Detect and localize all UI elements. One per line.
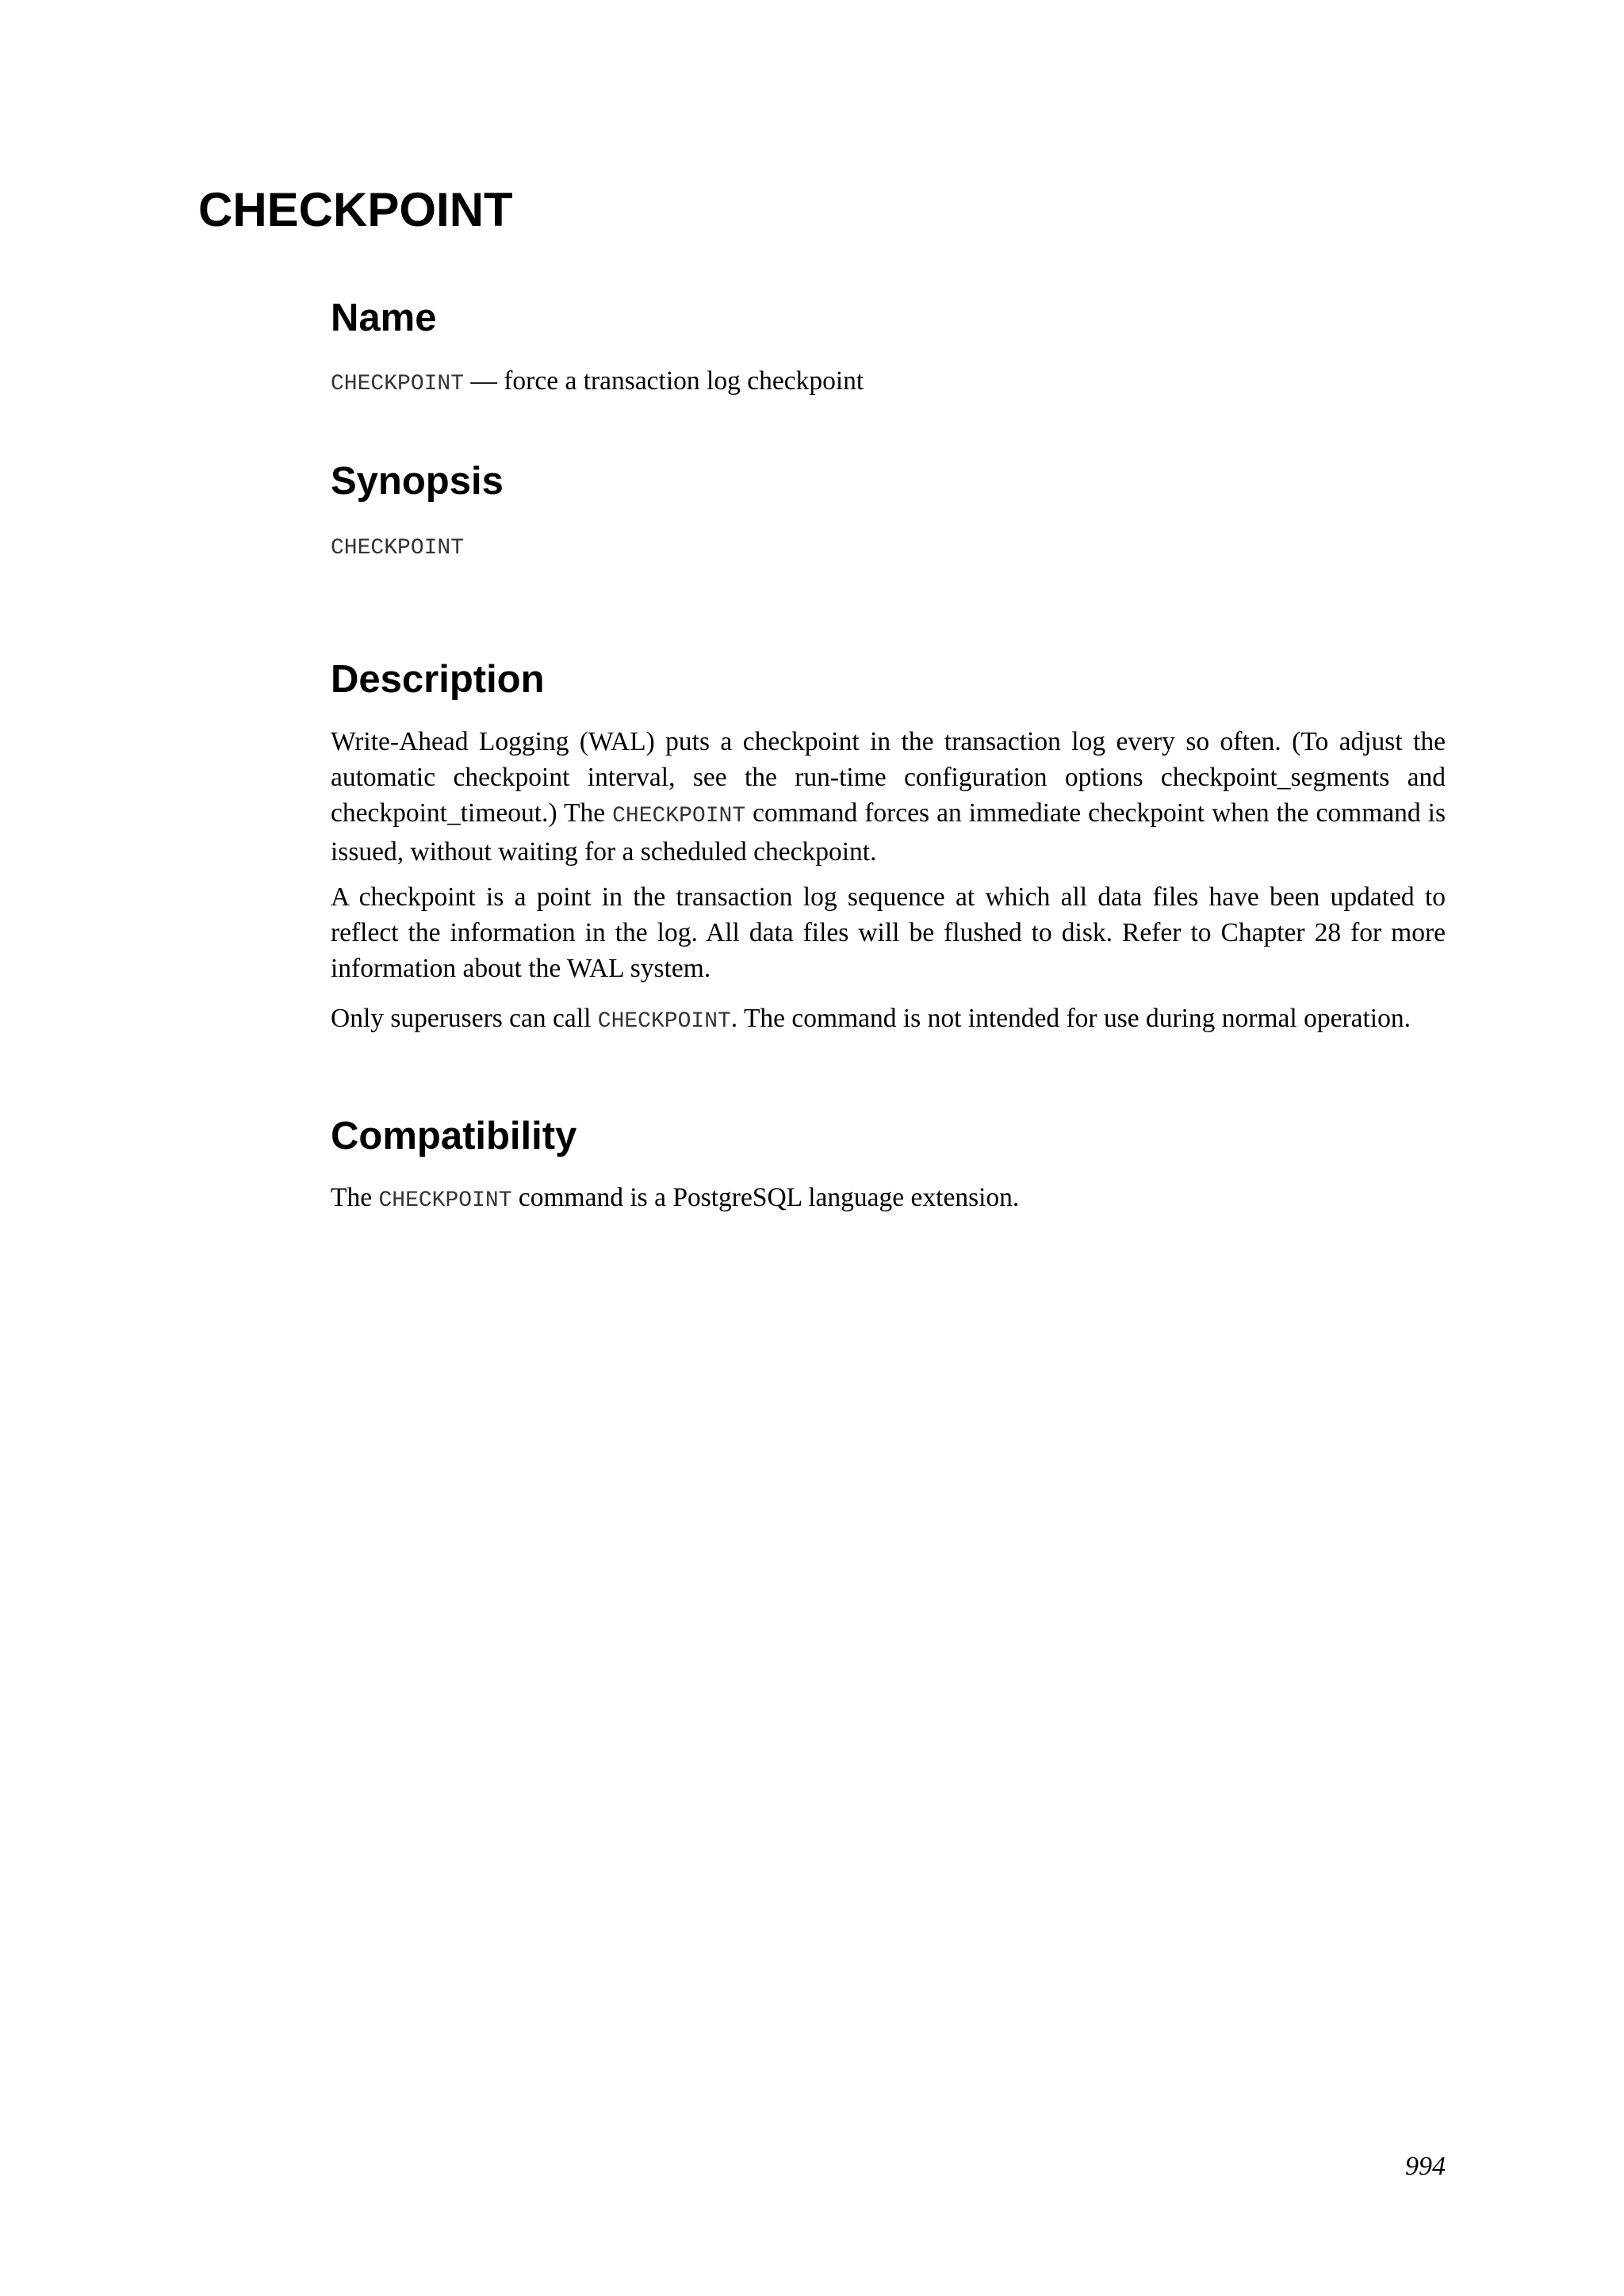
description-p3-code: CHECKPOINT (597, 1009, 731, 1034)
command-summary: — force a transaction log checkpoint (464, 366, 864, 396)
name-paragraph (331, 363, 1446, 402)
compatibility-code: CHECKPOINT (378, 1188, 512, 1213)
synopsis-heading: Synopsis (331, 460, 504, 503)
description-p1-text-a: Write-Ahead Logging (WAL) puts a checkpoint in the transaction log every so often. (To adjust the automatic checkpoint interval, see the run-time configuration options checkpoint_segments and checkpoint_timeout.) The (331, 727, 1446, 828)
description-p3-text-a: Only superusers can call (331, 1004, 598, 1033)
compatibility-text-a: The (331, 1183, 379, 1212)
command-name: CHECKPOINT (331, 372, 465, 396)
compatibility-heading: Compatibility (331, 1115, 577, 1158)
description-heading: Description (331, 658, 545, 701)
description-p1-text-b: command forces an immediate checkpoint when the command is issued, without waiting for a scheduled checkpoint. (331, 798, 1446, 867)
description-paragraph-1 (331, 724, 1446, 870)
description-paragraph-3 (331, 1001, 1446, 1039)
page-number: 994 (1405, 2152, 1446, 2181)
description-paragraph-2: A checkpoint is a point in the transaction log sequence at which all data files have been updated to reflect the information in the log. All data files will be flushed to disk. Refer to Chapter 28 for more information about the WAL system. (331, 882, 1446, 983)
synopsis-code: CHECKPOINT (331, 536, 465, 561)
description-p1-code: CHECKPOINT (612, 804, 746, 828)
name-heading: Name (331, 297, 437, 339)
description-p3-text-b: . The command is not intended for use during normal operation. (730, 1004, 1411, 1033)
page-title: CHECKPOINT (198, 183, 513, 236)
compatibility-text-b: command is a PostgreSQL language extension. (511, 1183, 1020, 1212)
compatibility-paragraph (331, 1180, 1446, 1219)
